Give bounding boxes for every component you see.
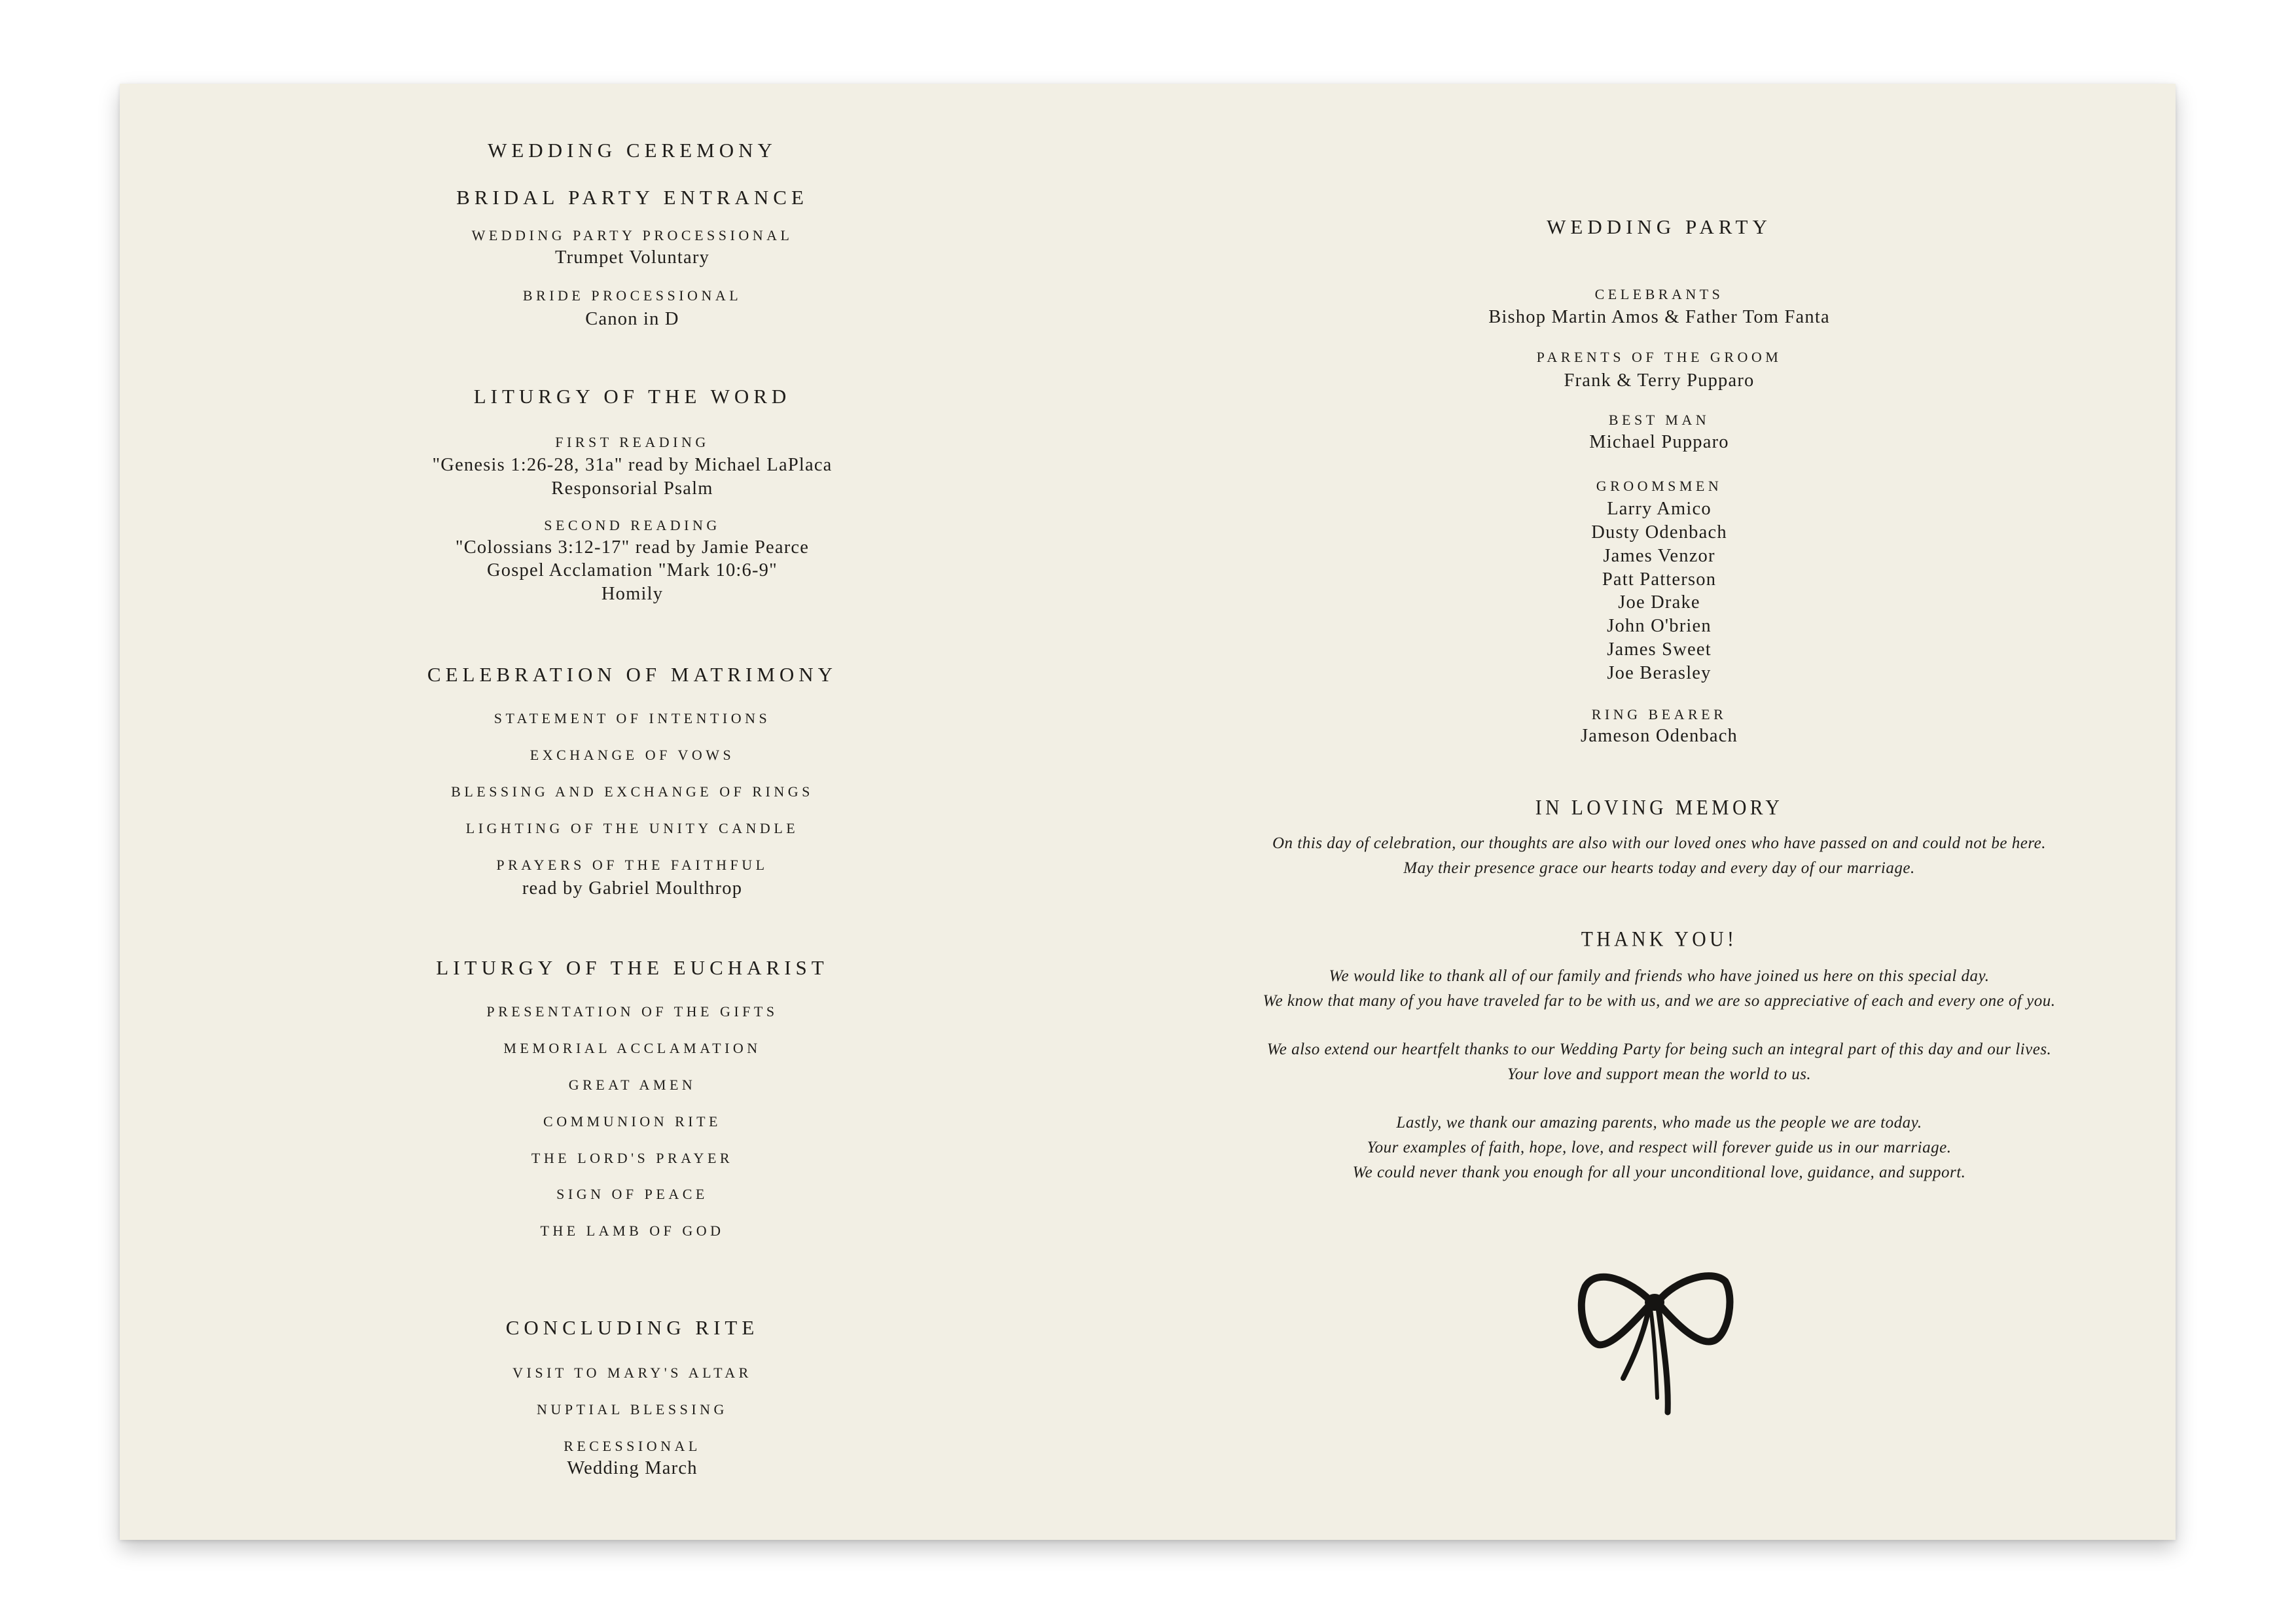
second-reading-label: SECOND READING [544, 517, 721, 533]
ceremony-title: WEDDING CEREMONY [488, 139, 777, 162]
thanks-heading: THANK YOU! [1581, 927, 1738, 952]
recessional-detail: Wedding March [567, 1458, 698, 1478]
groomsman: James Venzor [1603, 546, 1715, 566]
matrimony-item: STATEMENT OF INTENTIONS [493, 710, 771, 726]
ring-bearer: Jameson Odenbach [1580, 726, 1738, 746]
eucharist-item: THE LAMB OF GOD [540, 1222, 725, 1239]
prayers-detail: read by Gabriel Moulthrop [522, 878, 743, 899]
first-reading-label: FIRST READING [555, 434, 709, 450]
matrimony-item: BLESSING AND EXCHANGE OF RINGS [451, 783, 814, 800]
celebrants: Bishop Martin Amos & Father Tom Fanta [1488, 307, 1830, 327]
item-detail: Canon in D [585, 309, 679, 329]
eucharist-item: SIGN OF PEACE [556, 1186, 708, 1202]
groomsman: John O'brien [1607, 616, 1712, 636]
eucharist-item: PRESENTATION OF THE GIFTS [486, 1003, 778, 1020]
thanks-line: We know that many of you have traveled far to be with us, and we are so appreciative of each and every one of you. [1263, 992, 2056, 1010]
bridal-heading: BRIDAL PARTY ENTRANCE [456, 186, 808, 209]
concluding-item: VISIT TO MARY'S ALTAR [512, 1364, 752, 1381]
memory-line: On this day of celebration, our thoughts are also with our loved ones who have passed on and could not be here. [1272, 834, 2047, 852]
concluding-item: RECESSIONAL [564, 1438, 701, 1454]
groomsman: Joe Berasley [1607, 663, 1712, 683]
thanks-line: We could never thank you enough for all your unconditional love, guidance, and support. [1352, 1164, 1966, 1181]
eucharist-item: THE LORD'S PRAYER [531, 1150, 734, 1166]
matrimony-item: EXCHANGE OF VOWS [529, 747, 735, 763]
groomsman: Larry Amico [1607, 499, 1712, 519]
groomsmen-label: GROOMSMEN [1596, 478, 1723, 494]
eucharist-item: COMMUNION RITE [543, 1113, 721, 1130]
thanks-line: Your love and support mean the world to us. [1507, 1065, 1812, 1083]
groomsman: James Sweet [1607, 639, 1712, 660]
program-paper [120, 84, 2176, 1540]
word-heading: LITURGY OF THE WORD [473, 385, 791, 408]
concluding-heading: CONCLUDING RITE [505, 1316, 759, 1339]
party-title: WEDDING PARTY [1547, 215, 1772, 238]
memory-heading: IN LOVING MEMORY [1535, 796, 1784, 820]
memory-line: May their presence grace our hearts today and every day of our marriage. [1403, 859, 1915, 877]
bow-icon [1577, 1267, 1734, 1418]
second-reading-line: Gospel Acclamation "Mark 10:6-9" [487, 560, 778, 580]
thanks-line: Your examples of faith, hope, love, and respect will forever guide us in our marriage. [1367, 1139, 1952, 1156]
thanks-line: Lastly, we thank our amazing parents, who made us the people we are today. [1396, 1114, 1922, 1132]
parents-label: PARENTS OF THE GROOM [1536, 349, 1782, 365]
item-label: BRIDE PROCESSIONAL [522, 287, 742, 304]
thanks-line: We would like to thank all of our family and friends who have joined us here on this special day. [1329, 967, 1990, 985]
ring-bearer-label: RING BEARER [1591, 706, 1727, 722]
concluding-item: NUPTIAL BLESSING [537, 1401, 728, 1418]
best-man-label: BEST MAN [1608, 412, 1710, 428]
eucharist-item: GREAT AMEN [568, 1077, 696, 1093]
matrimony-heading: CELEBRATION OF MATRIMONY [427, 663, 838, 686]
matrimony-item: LIGHTING OF THE UNITY CANDLE [465, 820, 799, 836]
first-reading-line: Responsorial Psalm [551, 478, 713, 499]
eucharist-item: MEMORIAL ACCLAMATION [503, 1040, 761, 1056]
groomsman: Joe Drake [1618, 592, 1700, 613]
groomsman: Dusty Odenbach [1591, 522, 1727, 543]
groomsman: Patt Patterson [1602, 569, 1717, 590]
second-reading-line: Homily [601, 584, 664, 604]
matrimony-item: PRAYERS OF THE FAITHFUL [496, 857, 768, 873]
second-reading-line: "Colossians 3:12-17" read by Jamie Pearce [455, 537, 810, 558]
eucharist-heading: LITURGY OF THE EUCHARIST [436, 956, 829, 979]
celebrants-label: CELEBRANTS [1594, 286, 1724, 302]
parents: Frank & Terry Pupparo [1564, 370, 1755, 391]
item-label: WEDDING PARTY PROCESSIONAL [471, 227, 793, 243]
item-detail: Trumpet Voluntary [554, 247, 710, 268]
best-man: Michael Pupparo [1589, 432, 1729, 452]
thanks-line: We also extend our heartfelt thanks to our Wedding Party for being such an integral part of this day and our lives. [1266, 1041, 2052, 1058]
first-reading-line: "Genesis 1:26-28, 31a" read by Michael LaPlaca [432, 455, 833, 475]
